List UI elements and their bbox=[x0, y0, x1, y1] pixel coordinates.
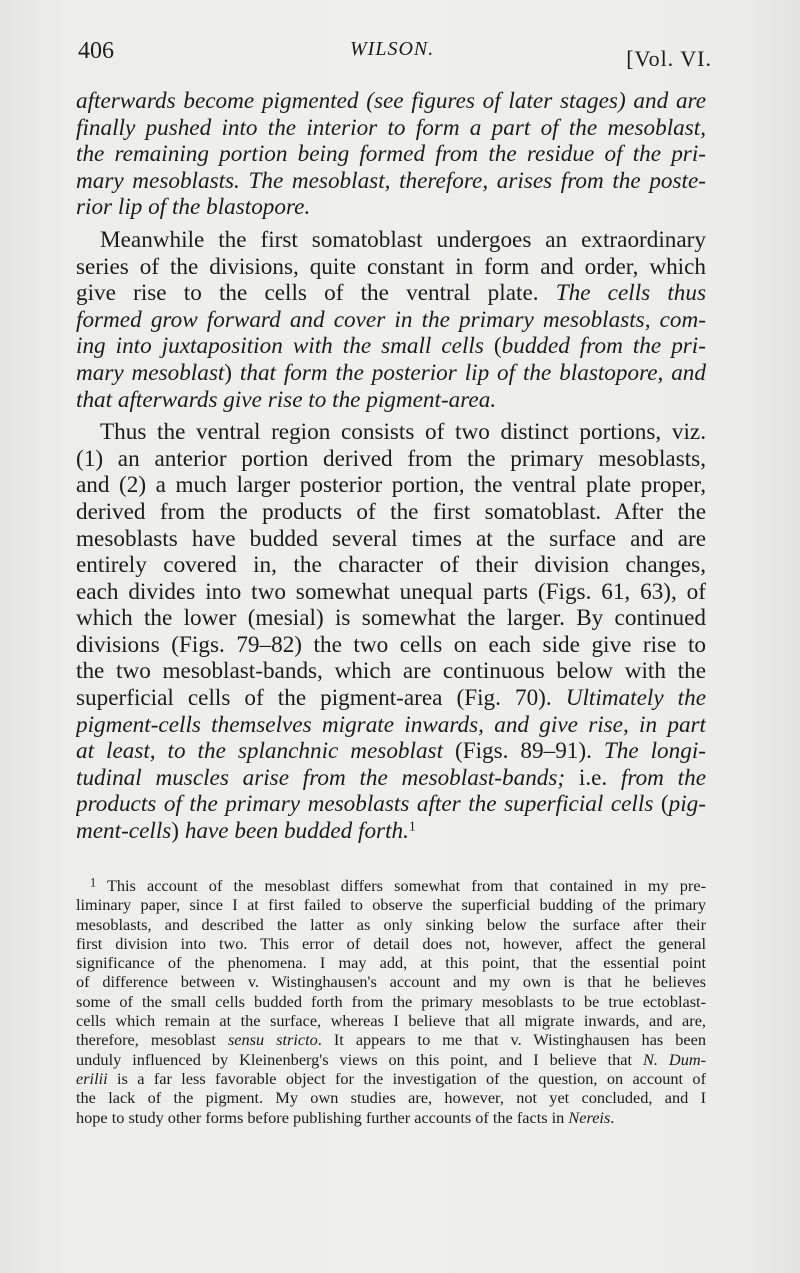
text-line bbox=[76, 499, 706, 526]
italic-text: ing into juxtaposition with the small cells bbox=[76, 333, 494, 360]
footnote-reference: 1 bbox=[408, 819, 416, 835]
running-head bbox=[78, 38, 712, 78]
text-line bbox=[76, 360, 706, 387]
text-line bbox=[76, 168, 706, 195]
text-segment: cells which remain at the surface, whereas I believe that all migrate inwards, and are, bbox=[76, 1011, 706, 1031]
text-line bbox=[76, 280, 706, 307]
text-segment: Meanwhile the first somatoblast undergoes an extraordinary bbox=[100, 226, 706, 253]
main-text bbox=[76, 88, 706, 845]
text-segment: entirely covered in, the character of their division changes, bbox=[76, 552, 706, 579]
text-segment: (Figs. 89–91). bbox=[454, 738, 604, 765]
text-segment: liminary paper, since I at first failed to observe the superficial budding of the primary bbox=[76, 895, 706, 915]
text-line bbox=[76, 419, 706, 446]
text-segment: which the lower (mesial) is somewhat the larger. By continued bbox=[76, 605, 706, 632]
text-line bbox=[76, 88, 706, 115]
text-line bbox=[76, 552, 706, 579]
footnote-line bbox=[76, 915, 706, 934]
text-segment: ) bbox=[224, 359, 240, 386]
text-segment: therefore, mesoblast bbox=[76, 1030, 228, 1050]
text-segment: i.e. bbox=[578, 764, 621, 791]
footnote-line bbox=[76, 992, 706, 1011]
italic-text: that form the posterior lip of the blastopore, and bbox=[239, 359, 706, 386]
text-line bbox=[76, 227, 706, 254]
footnote-line bbox=[76, 876, 706, 895]
text-line bbox=[76, 307, 706, 334]
footnote-line bbox=[76, 972, 706, 991]
text-segment: first division into two. This error of detail does not, however, affect the general bbox=[76, 933, 706, 953]
footnote-line bbox=[76, 895, 706, 914]
text-segment: the two mesoblast-bands, which are continuous below with the bbox=[76, 658, 706, 685]
text-segment: some of the small cells budded forth from the primary mesoblasts to be true ectoblast- bbox=[76, 991, 706, 1011]
text-segment: series of the divisions, quite constant in form and order, which bbox=[76, 253, 706, 280]
italic-text: formed grow forward and cover in the primary mesoblasts, com- bbox=[76, 306, 706, 333]
footnote-line bbox=[76, 1108, 706, 1127]
text-segment: each divides into two somewhat unequal parts (Figs. 61, 63), of bbox=[76, 578, 706, 605]
text-segment: (1) an anterior portion derived from the primary mesoblasts, bbox=[76, 445, 706, 472]
text-line bbox=[76, 472, 706, 499]
text-segment: of difference between v. Wistinghausen's account and my own is that he believes bbox=[76, 972, 706, 992]
text-line bbox=[76, 333, 706, 360]
paragraph bbox=[76, 227, 706, 413]
text-line bbox=[76, 194, 706, 221]
italic-text: from the bbox=[620, 764, 706, 791]
text-line bbox=[76, 254, 706, 281]
text-segment: ( bbox=[493, 333, 502, 360]
footnote-line bbox=[76, 953, 706, 972]
text-line bbox=[76, 141, 706, 168]
text-line bbox=[76, 685, 706, 712]
footnote-marker: 1 bbox=[90, 876, 97, 890]
text-line bbox=[76, 738, 706, 765]
text-segment: hope to study other forms before publishing further accounts of the facts in bbox=[76, 1107, 569, 1127]
text-line bbox=[76, 446, 706, 473]
footnote-line bbox=[76, 1088, 706, 1107]
italic-text: the remaining portion being formed from the residue of the pri- bbox=[76, 141, 706, 168]
volume-label: [Vol. VI. bbox=[626, 46, 712, 71]
text-line bbox=[76, 632, 706, 659]
text-segment: ) bbox=[171, 818, 185, 845]
italic-text: budded from the pri- bbox=[501, 333, 706, 360]
italic-text: mary mesoblasts. The mesoblast, therefore, arises from the poste- bbox=[76, 167, 706, 194]
text-segment: divisions (Figs. 79–82) the two cells on each side give rise to bbox=[76, 631, 706, 658]
text-line bbox=[76, 712, 706, 739]
text-segment: . It appears to me that v. Wistinghausen has been bbox=[317, 1030, 706, 1050]
italic-text: The longi- bbox=[603, 738, 706, 765]
running-title-author: WILSON. bbox=[350, 38, 435, 60]
text-segment: mesoblasts, and described the latter as only sinking below the surface after their bbox=[76, 914, 706, 934]
italic-text: at least, to the splanchnic mesoblast bbox=[76, 738, 455, 765]
footnote-line bbox=[76, 1030, 706, 1049]
text-line bbox=[76, 765, 706, 792]
italic-text: that afterwards give rise to the pigment-area. bbox=[76, 386, 497, 413]
text-line bbox=[76, 387, 706, 414]
paragraph bbox=[76, 88, 706, 221]
text-segment: unduly influenced by Kleinenberg's views on this point, and I believe that bbox=[76, 1049, 644, 1069]
text-segment: ( bbox=[660, 791, 669, 818]
text-segment: and (2) a much larger posterior portion, the ventral plate proper, bbox=[76, 472, 706, 499]
text-segment: give rise to the cells of the ventral plate. bbox=[76, 280, 556, 307]
text-segment: Thus the ventral region consists of two distinct portions, viz. bbox=[100, 419, 706, 446]
italic-text: The cells thus bbox=[555, 280, 706, 307]
italic-text: rior lip of the blastopore. bbox=[76, 194, 311, 221]
footnote-line bbox=[76, 1011, 706, 1030]
footnote-line bbox=[76, 1050, 706, 1069]
footnote-block bbox=[76, 876, 706, 1127]
italic-text: pig- bbox=[668, 791, 706, 818]
text-line bbox=[76, 658, 706, 685]
text-line bbox=[76, 115, 706, 142]
italic-text: sensu stricto bbox=[227, 1030, 318, 1050]
page-number: 406 bbox=[78, 38, 114, 64]
text-segment: . bbox=[610, 1107, 615, 1127]
italic-text: afterwards become pigmented (see figures of later stages) and are bbox=[76, 88, 706, 114]
text-line bbox=[76, 605, 706, 632]
text-line bbox=[76, 818, 706, 845]
italic-text: Nereis bbox=[568, 1107, 611, 1127]
text-segment: the lack of the pigment. My own studies are, however, not yet concluded, and I bbox=[76, 1088, 706, 1108]
text-segment: superficial cells of the pigment-area (Fig. 70). bbox=[76, 685, 566, 712]
text-segment: is a far less favorable object for the investigation of the question, on account of bbox=[107, 1068, 706, 1088]
italic-text: mary mesoblast bbox=[76, 359, 225, 386]
text-segment: This account of the mesoblast differs somewhat from that contained in my pre- bbox=[106, 876, 706, 895]
text-segment: derived from the products of the first somatoblast. After the bbox=[76, 498, 706, 525]
italic-text: finally pushed into the interior to form a part of the mesoblast, bbox=[76, 114, 706, 141]
text-line bbox=[76, 526, 706, 553]
italic-text: tudinal muscles arise from the mesoblast-bands; bbox=[76, 764, 579, 791]
italic-text: products of the primary mesoblasts after the superficial cells bbox=[76, 791, 661, 818]
footnote-line bbox=[76, 934, 706, 953]
text-segment: significance of the phenomena. I may add, at this point, that the essential point bbox=[76, 953, 706, 973]
text-segment: mesoblasts have budded several times at the surface and are bbox=[76, 525, 706, 552]
paragraph bbox=[76, 419, 706, 845]
italic-text: N. Dum- bbox=[643, 1049, 706, 1069]
footnote-line bbox=[76, 1069, 706, 1088]
italic-text: erilii bbox=[76, 1068, 108, 1088]
italic-text: have been budded forth. bbox=[184, 818, 409, 845]
text-line bbox=[76, 791, 706, 818]
italic-text: Ultimately the bbox=[565, 685, 706, 712]
text-line bbox=[76, 579, 706, 606]
italic-text: ment-cells bbox=[76, 818, 172, 845]
italic-text: pigment-cells themselves migrate inwards, and give rise, in part bbox=[76, 711, 706, 738]
